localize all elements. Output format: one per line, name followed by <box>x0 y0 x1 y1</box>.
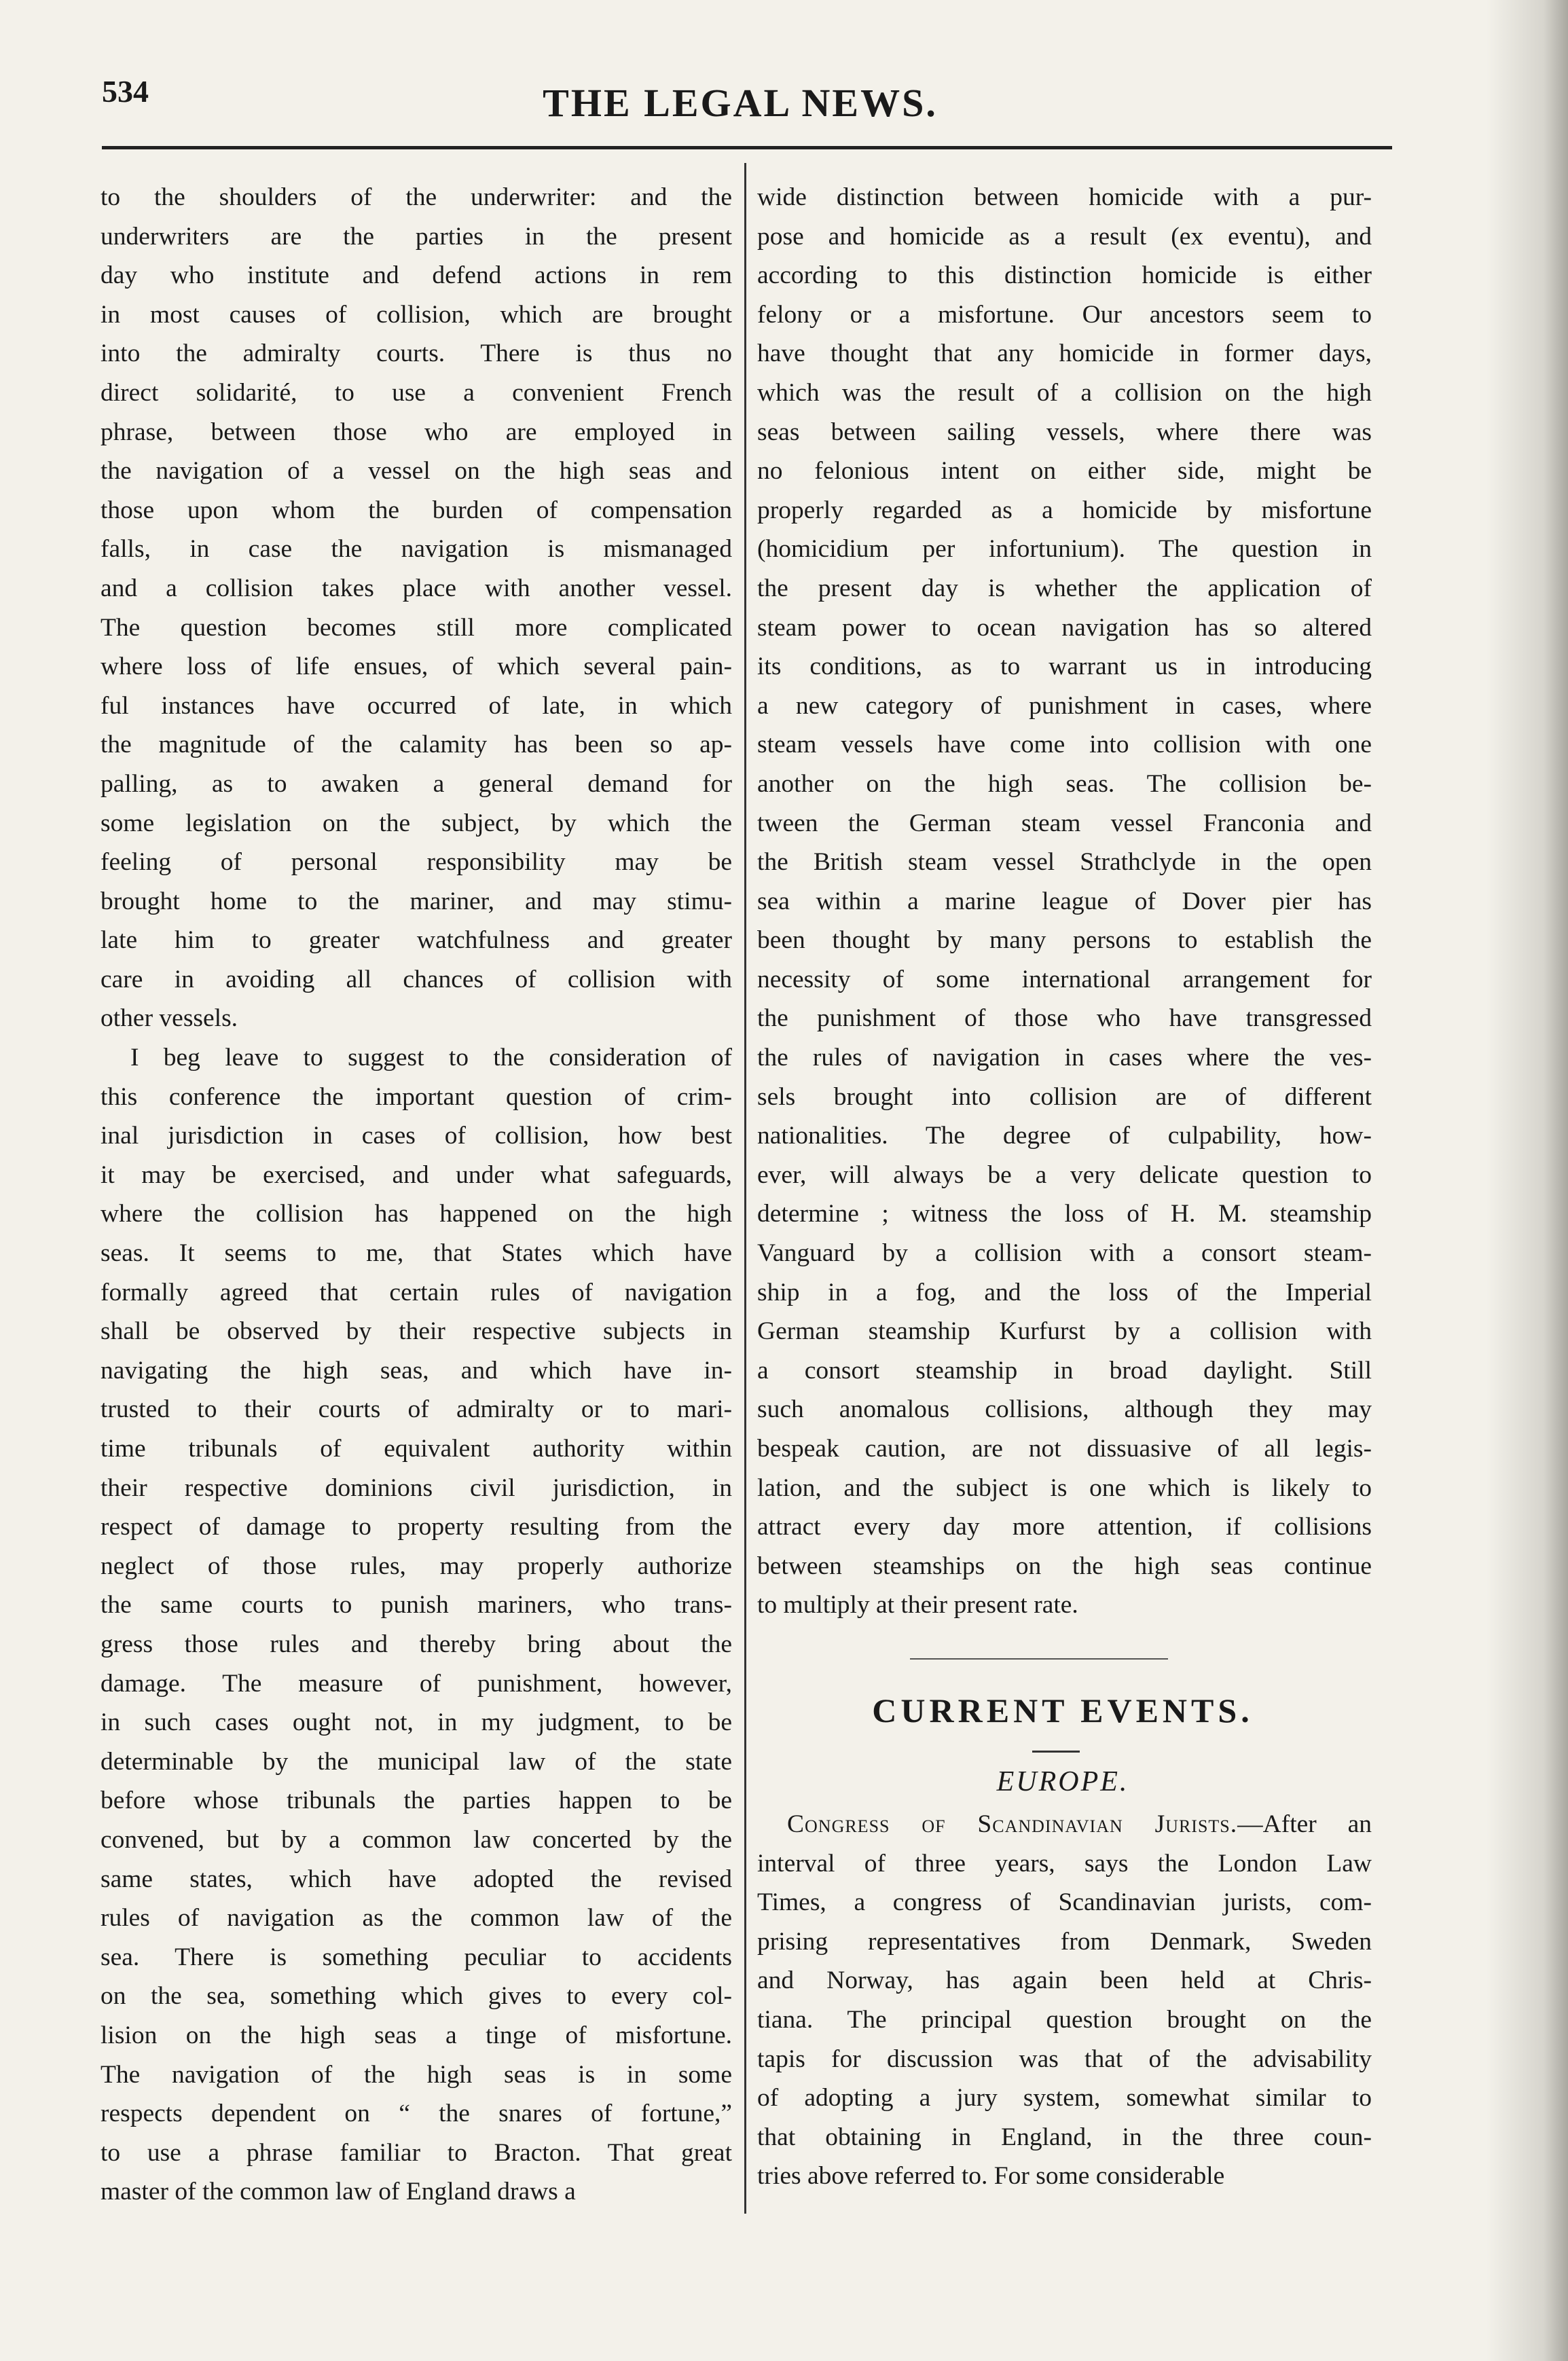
text-line: where loss of life ensues, of which several pain- <box>101 653 732 681</box>
text-line: prising representatives from Denmark, Sweden <box>757 1927 1372 1956</box>
text-line: the same courts to punish mariners, who trans- <box>101 1591 732 1619</box>
text-line: respects dependent on “ the snares of fortune,” <box>101 2100 732 2128</box>
text-line: inal jurisdiction in cases of collision, how best <box>101 1122 732 1150</box>
text-line: of adopting a jury system, somewhat similar to <box>757 2084 1372 2112</box>
text-line: properly regarded as a homicide by misfortune <box>757 496 1372 524</box>
text-line: feeling of personal responsibility may be <box>101 848 732 877</box>
text-line: those upon whom the burden of compensation <box>101 496 732 524</box>
text-line: tries above referred to. For some considerable <box>757 2162 1225 2191</box>
text-line: ship in a fog, and the loss of the Imperial <box>757 1278 1372 1306</box>
text-line: determine ; witness the loss of H. M. steamship <box>757 1200 1372 1228</box>
text-line: respect of damage to property resulting from the <box>101 1513 732 1541</box>
text-line: sels brought into collision are of different <box>757 1082 1372 1111</box>
subheading-rule <box>1032 1751 1080 1753</box>
lead-in-rest: —After an <box>1237 1810 1372 1838</box>
text-line: seas. It seems to me, that States which have <box>101 1239 732 1268</box>
text-line: seas between sailing vessels, where there was <box>757 418 1372 446</box>
text-line: phrase, between those who are employed in <box>101 418 732 446</box>
text-line: nationalities. The degree of culpability, how- <box>757 1122 1372 1150</box>
text-line: the British steam vessel Strathclyde in the open <box>757 848 1372 877</box>
text-line: its conditions, as to warrant us in introducing <box>757 653 1372 681</box>
current-events-text <box>757 1805 1372 2196</box>
text-line: damage. The measure of punishment, however, <box>101 1669 732 1698</box>
text-line: between steamships on the high seas continue <box>757 1552 1372 1580</box>
text-line: a new category of punishment in cases, where <box>757 691 1372 720</box>
right-column <box>733 178 1372 1625</box>
running-title: THE LEGAL NEWS. <box>543 81 938 125</box>
text-line: and Norway, has again been held at Chris- <box>757 1966 1372 1995</box>
text-line: tapis for discussion was that of the advisability <box>757 2045 1372 2073</box>
text-line: I beg leave to suggest to the consideration of <box>130 1044 732 1072</box>
text-line: before whose tribunals the parties happen to be <box>101 1787 732 1815</box>
text-line: shall be observed by their respective subjects in <box>101 1317 732 1346</box>
text-line: neglect of those rules, may properly authorize <box>101 1552 732 1580</box>
header-rule <box>102 146 1392 149</box>
text-line: the magnitude of the calamity has been so ap- <box>101 731 732 759</box>
text-line: Vanguard by a collision with a consort steam- <box>757 1239 1372 1268</box>
text-line: tiana. The principal question brought on the <box>757 2005 1372 2034</box>
text-line: the rules of navigation in cases where the ves- <box>757 1044 1372 1072</box>
text-line: pose and homicide as a result (ex eventu), and <box>757 222 1372 251</box>
text-line: in most causes of collision, which are brought <box>101 300 732 329</box>
text-line: day who institute and defend actions in rem <box>101 261 732 290</box>
lead-in-title: Congress of Scandinavian Jurists. <box>787 1810 1238 1838</box>
text-line: other vessels. <box>101 1004 238 1033</box>
text-line: where the collision has happened on the high <box>101 1200 732 1228</box>
text-line: direct solidarité, to use a convenient French <box>101 378 732 407</box>
text-line: according to this distinction homicide is either <box>757 261 1372 290</box>
text-line: Times, a congress of Scandinavian jurists, com- <box>757 1888 1372 1917</box>
text-line: no felonious intent on either side, might be <box>757 457 1372 486</box>
text-line: care in avoiding all chances of collision with <box>101 965 732 993</box>
text-line: ever, will always be a very delicate question to <box>757 1160 1372 1189</box>
text-line: in such cases ought not, in my judgment, to be <box>101 1708 732 1737</box>
text-line: The question becomes still more complicated <box>101 613 732 642</box>
text-line: The navigation of the high seas is in some <box>101 2060 732 2089</box>
text-line: tween the German steam vessel Franconia and <box>757 809 1372 837</box>
text-line: it may be exercised, and under what safeguards, <box>101 1160 732 1189</box>
text-line: on the sea, something which gives to every col- <box>101 1982 732 2011</box>
section-separator <box>910 1658 1168 1660</box>
text-line: sea. There is something peculiar to accidents <box>101 1943 732 1971</box>
text-line: to the shoulders of the underwriter: and the <box>101 183 732 211</box>
text-line: convened, but by a common law concerted by the <box>101 1825 732 1854</box>
text-line: sea within a marine league of Dover pier has <box>757 887 1372 915</box>
text-line: determinable by the municipal law of the state <box>101 1747 732 1776</box>
text-line: master of the common law of England draws a <box>101 2178 576 2206</box>
text-line: ful instances have occurred of late, in which <box>101 691 732 720</box>
text-line: lision on the high seas a tinge of misfortune. <box>101 2021 732 2049</box>
text-line: rules of navigation as the common law of the <box>101 1904 732 1933</box>
text-line: some legislation on the subject, by which the <box>101 809 732 837</box>
text-line: steam power to ocean navigation has so altered <box>757 613 1372 642</box>
text-line: have thought that any homicide in former days, <box>757 340 1372 368</box>
text-line: wide distinction between homicide with a pur- <box>757 183 1372 211</box>
text-line: late him to greater watchfulness and greater <box>101 926 732 955</box>
section-heading: CURRENT EVENTS. <box>872 1691 1254 1729</box>
text-line: bespeak caution, are not dissuasive of all legis- <box>757 1435 1372 1463</box>
text-line: lation, and the subject is one which is likely to <box>757 1474 1372 1502</box>
text-line: been thought by many persons to establish the <box>757 926 1372 955</box>
text-line: falls, in case the navigation is mismanaged <box>101 535 732 564</box>
text-line: necessity of some international arrangement for <box>757 965 1372 993</box>
text-line: such anomalous collisions, although they may <box>757 1395 1372 1424</box>
text-line: felony or a misfortune. Our ancestors seem to <box>757 300 1372 329</box>
text-line: into the admiralty courts. There is thus no <box>101 340 732 368</box>
page-edge-shadow <box>1487 0 1568 2361</box>
left-column <box>101 178 732 2212</box>
text-line: the present day is whether the application of <box>757 574 1372 602</box>
text-line: same states, which have adopted the revised <box>101 1865 732 1893</box>
text-line: to use a phrase familiar to Bracton. That great <box>101 2138 732 2167</box>
text-line: to multiply at their present rate. <box>757 1591 1078 1619</box>
text-line-lead <box>757 1805 1372 1844</box>
text-line: the navigation of a vessel on the high seas and <box>101 457 732 486</box>
text-line: and a collision takes place with another vessel. <box>101 574 732 602</box>
text-line: steam vessels have come into collision with one <box>757 731 1372 759</box>
text-line: a consort steamship in broad daylight. Still <box>757 1356 1372 1385</box>
text-line: attract every day more attention, if collisions <box>757 1513 1372 1541</box>
text-line: German steamship Kurfurst by a collision with <box>757 1317 1372 1346</box>
text-line: underwriters are the parties in the present <box>101 222 732 251</box>
text-line: this conference the important question of crim- <box>101 1082 732 1111</box>
text-line: time tribunals of equivalent authority within <box>101 1435 732 1463</box>
text-line: palling, as to awaken a general demand for <box>101 769 732 798</box>
text-line: the punishment of those who have transgressed <box>757 1004 1372 1033</box>
text-line: trusted to their courts of admiralty or to mari- <box>101 1395 732 1424</box>
text-line: interval of three years, says the London Law <box>757 1849 1372 1878</box>
page-number: 534 <box>102 74 149 109</box>
section-subheading: EUROPE. <box>996 1766 1129 1797</box>
text-line: that obtaining in England, in the three coun- <box>757 2123 1372 2151</box>
text-line: their respective dominions civil jurisdiction, in <box>101 1474 732 1502</box>
text-line: (homicidium per infortunium). The question in <box>757 535 1372 564</box>
text-line: brought home to the mariner, and may stimu- <box>101 887 732 915</box>
text-line: which was the result of a collision on the high <box>757 378 1372 407</box>
text-line: formally agreed that certain rules of navigation <box>101 1278 732 1306</box>
text-line: navigating the high seas, and which have in- <box>101 1356 732 1385</box>
text-line: gress those rules and thereby bring about the <box>101 1630 732 1658</box>
text-line: another on the high seas. The collision be- <box>757 769 1372 798</box>
